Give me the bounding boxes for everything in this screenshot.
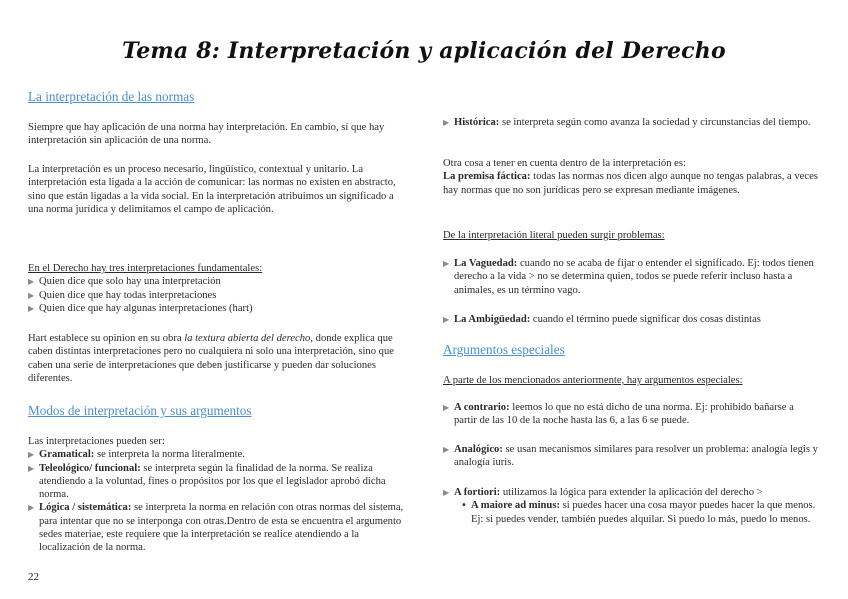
list-item	[28, 275, 408, 288]
term-description: cuando no se acaba de fijar o entender el significado. Ej: todos tienen derecho a la vida > no se determina quien, todos se puede referir incluso hasta a animales, es un término vago.	[454, 258, 814, 296]
triangle-bullet-icon: ▶	[443, 445, 450, 454]
section-heading-interpretacion: La interpretación de las normas	[28, 89, 195, 104]
triangle-bullet-icon: ▶	[443, 488, 450, 497]
page-title: Tema 8: Interpretación y aplicación del Derecho	[122, 38, 726, 64]
triangle-bullet-icon: ▶	[28, 290, 35, 300]
triangle-bullet-icon: ▶	[443, 118, 450, 127]
list-item-ambiguedad	[443, 313, 818, 326]
triangle-bullet-icon: ▶	[443, 259, 450, 268]
list-item	[28, 462, 408, 502]
hart-book-title: la textura abierta del derecho	[184, 333, 311, 344]
list-item-text: Quien dice que hay todas interpretaciones	[39, 289, 217, 301]
paragraph-proceso: La interpretación es un proceso necesario, lingüístico, contextual y unitario. La interpretación esta ligada a la acción de comunicar: las normas no existen en abstracto, sino que están ligadas a la vida social. En la interpretación atribuimos un significado a una norma jurídica y delimitamos el campo de aplicación.	[28, 164, 396, 215]
triangle-bullet-icon: ▶	[443, 403, 450, 412]
term-logica: Lógica / sistemática:	[39, 502, 132, 514]
triangle-bullet-icon: ▶	[28, 503, 35, 513]
term-description: se interpreta la norma literalmente.	[94, 449, 245, 461]
term-description: utilizamos la lógica para extender la aplicación del derecho >	[500, 487, 763, 498]
term-analogico: Analógico:	[454, 444, 503, 455]
term-a-contrario: A contrario:	[454, 402, 510, 413]
list-intro: Las interpretaciones pueden ser:	[28, 436, 165, 447]
term-historica: Histórica:	[454, 117, 500, 128]
list-item	[28, 448, 408, 461]
list-item-analogico	[443, 443, 818, 470]
term-ambiguedad: La Ambigüedad:	[454, 314, 531, 325]
problems-intro: De la interpretación literal pueden surgir problemas:	[443, 230, 665, 241]
term-description: todas las normas nos dicen algo aunque no tengas palabras, a veces hay normas que no son jurídicas pero se expresan mediante imágenes.	[443, 171, 818, 196]
paragraph-premisa	[443, 157, 818, 197]
triangle-bullet-icon: ▶	[28, 463, 35, 473]
term-premisa-factica: La premisa fáctica:	[443, 171, 531, 183]
term-description: cuando el término puede significar dos cosas distintas	[530, 314, 761, 325]
triangle-bullet-icon: ▶	[28, 450, 35, 460]
term-a-fortiori: A fortiori:	[454, 487, 501, 498]
list-item-vaguedad	[443, 257, 818, 297]
term-description: se interpreta según la finalidad de la norma. Se realiza atendiendo a la voluntad, fines o propósitos por los que el legislador aprobó dicha norma.	[39, 462, 386, 501]
term-description: si puedes hacer una cosa mayor puedes hacer la que menos. Ej: si puedes vender, también puedes alquilar. Si puedo lo más, puedo lo menos.	[471, 500, 816, 525]
list-item	[28, 501, 408, 554]
term-description: leemos lo que no está dicho de una norma. Ej: prohibido bañarse a partir de las 10 de la noche hasta las 6, a las 6 se puede.	[454, 402, 794, 427]
term-description: se usan mecanismos similares para resolver un problema: analogía legis y analogía iuris.	[454, 444, 818, 469]
triangle-bullet-icon: ▶	[28, 303, 35, 313]
paragraph-aplicacion: Siempre que hay aplicación de una norma hay interpretación. En cambio, sí que hay interpretación sin aplicación de una norma.	[28, 122, 385, 147]
sub-list-item	[443, 499, 818, 526]
section-heading-modos: Modos de interpretación y sus argumentos	[28, 403, 252, 418]
list-item-text: Quien dice que solo hay una interpretación	[39, 276, 221, 288]
list-intro: En el Derecho hay tres interpretaciones fundamentales:	[28, 263, 263, 274]
term-teleologico: Teleológico/ funcional:	[39, 462, 141, 474]
triangle-bullet-icon: ▶	[443, 315, 450, 324]
triangle-bullet-icon: ▶	[28, 277, 35, 287]
list-interpretaciones-fundamentales	[28, 262, 408, 315]
list-item-text: Quien dice que hay algunas interpretaciones (hart)	[39, 302, 253, 314]
hart-text-post: , donde explica que caben distintas interpretaciones pero no cualquiera ni solo una interpretación, sino que caben una serie de interpretaciones que deben justificarse y pueden dar soluciones diferentes.	[28, 333, 394, 384]
list-item	[28, 302, 408, 315]
term-vaguedad: La Vaguedad:	[454, 258, 518, 269]
hart-text-pre: Hart establece su opinion en su obra	[28, 333, 185, 344]
list-item-a-fortiori	[443, 486, 818, 526]
term-description: se interpreta la norma en relación con otras normas del sistema, para intentar que no se interponga con otras.Dentro de esta se encuentra el argumento sedes materiae, este requiere que la interpretación se realice atendiendo a la localización de la norma.	[39, 502, 404, 554]
term-a-maiore: A maiore ad minus:	[471, 500, 560, 512]
list-item-historica	[443, 116, 818, 129]
list-tipos-interpretacion	[28, 435, 408, 555]
term-description: se interpreta según como avanza la sociedad y circunstancias del tiempo.	[499, 117, 811, 128]
page-number: 22	[28, 571, 39, 583]
term-gramatical: Gramatical:	[39, 449, 95, 461]
list-item-a-contrario	[443, 401, 818, 428]
paragraph-hart	[28, 332, 408, 385]
section-heading-argumentos-especiales: Argumentos especiales	[443, 342, 565, 357]
dot-bullet-icon: •	[461, 500, 467, 512]
premisa-intro: Otra cosa a tener en cuenta dentro de la interpretación es:	[443, 158, 686, 169]
special-intro: A parte de los mencionados anteriormente, hay argumentos especiales:	[443, 375, 743, 386]
list-item	[28, 289, 408, 302]
